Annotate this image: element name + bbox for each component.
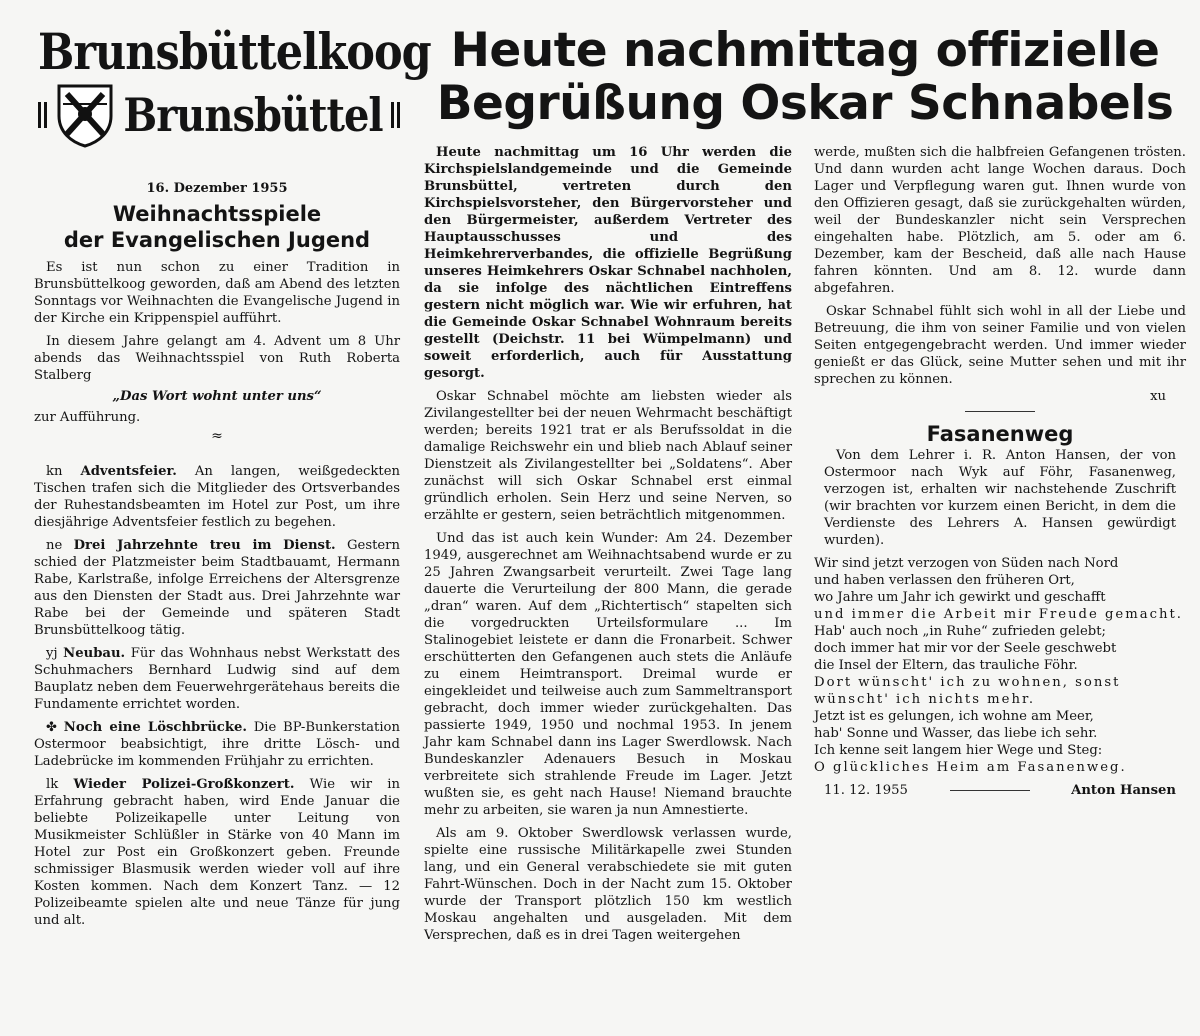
poem-line: die Insel der Eltern, das trauliche Föhr. (814, 658, 1078, 673)
paragraph: Oskar Schnabel fühlt sich wohl in all der Liebe und Betreuung, die ihm von seiner Familie und von vielen Seiten entgegengebracht werden. Und immer wieder genießt er das Glück, seine Mutter sehen und mit ihr sprechen zu können. (814, 304, 1186, 387)
poem-line: O glückliches Heim am Fasanenweg. (814, 760, 1127, 775)
item-title: Noch eine Löschbrücke. (63, 720, 247, 735)
issue-date: 16. Dezember 1955 (146, 181, 288, 196)
divider (965, 411, 1035, 412)
paragraph: Und das ist auch kein Wunder: Am 24. Dezember 1949, ausgerechnet am Weihnachtsabend wurde er zu 25 Jahren Zwangsarbeit verurteilt. Zwei Tage lang dauerte die Verurteilung der 800 Mann, die gerade „dran“ waren. Auf dem „Richtertisch“ stapelten sich die vorgedruckten Urteilsformulare ... Im Stalinogebiet leistete er dann die Fronarbeit. Schwer erschütterten den Gefangenen auch stets die Anläufe zu einem Heimtransport. Dreimal wurde er eingekleidet und teilweise auch zum Sammeltransport gebracht, doch immer wieder zurückgehalten. Das passierte 1949, 1950 und nochmal 1953. In jenem Jahr kam Schnabel dann ins Lager Swerdlowsk. Nach Bundeskanzler Adenauers Besuch in Moskau verbreitete sich strahlende Freude im Lager. Jetzt wußten sie, es geht nach Hause! Niemand brauchte mehr zu arbeiten, sie waren ja nun Amnestierte. (424, 531, 792, 818)
news-item-adventsfeier (34, 463, 400, 531)
news-item-neubau (34, 645, 400, 713)
decorative-stripes-left (38, 102, 47, 128)
main-headline (420, 24, 1190, 130)
title-line-2: der Evangelischen Jugend (63, 228, 371, 252)
paragraph: Als am 9. Oktober Swerdlowsk verlassen wurde, spielte eine russische Militärkapelle zwei Stunden lang, und ein General verabschiedete sie mit guten Fahrt-Wünschen. Doch in der Nacht zum 15. Oktober wurde der Transport plötzlich 150 km westlich Moskau angehalten und ausgeladen. Mit dem Versprechen, daß es in drei Tagen weitergehen (424, 826, 792, 943)
masthead (38, 24, 431, 148)
item-text: Gestern schied der Platzmeister beim Stadtbauamt, Hermann Rabe, Karlstraße, infolge Erreichens der Altersgrenze aus den Diensten der Stadt aus. Drei Jahrzehnte war Rabe bei der Gemeinde und späteren Stadt Brunsbüttelkoog tätig. (34, 538, 400, 638)
item-tag: yj (46, 646, 64, 661)
poem-line: Ich kenne seit langem hier Wege und Steg: (814, 743, 1103, 758)
headline-line-2: Begrüßung Oskar Schnabels (436, 76, 1174, 131)
item-title: Neubau. (63, 646, 126, 661)
paragraph: In diesem Jahre gelangt am 4. Advent um 8 Uhr abends das Weihnachtsspiel von Ruth Roberta Stalberg (34, 334, 400, 383)
item-text: Die BP-Bunkerstation Ostermoor beabsichtigt, ihre dritte Lösch- und Ladebrücke im kommenden Frühjahr zu errichten. (34, 720, 400, 769)
ornament: ≈ (211, 428, 223, 444)
article-title-weihnachtsspiele (34, 201, 400, 253)
letter-author: Anton Hansen (1071, 783, 1176, 798)
play-title: „Das Wort wohnt unter uns“ (112, 389, 322, 404)
fire-icon: ✤ (46, 720, 64, 735)
poem-line: und haben verlassen den früheren Ort, (814, 573, 1075, 588)
lead-paragraph: Heute nachmittag um 16 Uhr werden die Kirchspielslandgemeinde und die Gemeinde Brunsbüttel, vertreten durch den Kirchspielsvorsteher, den Bürgervorsteher und den Bürgermeister, außerdem Vertreter des Hauptausschusses und des Heimkehrerverbandes, die offizielle Begrüßung unseres Heimkehrers Oskar Schnabel nachholen, da sie infolge des nächtlichen Eintreffens gestern nicht möglich war. Wie wir erfuhren, hat die Gemeinde Oskar Schnabel Wohnraum bereits gestellt (Deichstr. 11 bei Wümpelmann) und soweit erforderlich, auch für Ausstattung gesorgt. (424, 145, 792, 381)
poem-line: doch immer hat mir vor der Seele geschwebt (814, 641, 1117, 656)
masthead-title: Brunsbüttelkoog (38, 24, 431, 82)
item-tag: lk (46, 777, 74, 792)
paragraph: Oskar Schnabel möchte am liebsten wieder als Zivilangestellter bei der neuen Wehrmacht beschäftigt werden; bereits 1921 trat er als Berufssoldat in die damalige Reichswehr ein und blieb nach Ablauf seiner Dienstzeit als Zivilangestellter bei „Soldatens“. Aber zunächst will sich Oskar Schnabel erst einmal gründlich erholen. Sein Herz und seine Nerven, so erzählte er gestern, seien beträchtlich mitgenommen. (424, 389, 792, 523)
masthead-subtitle: Brunsbüttel (123, 87, 383, 143)
item-tag: kn (46, 464, 81, 479)
item-title: Drei Jahrzehnte treu im Dienst. (73, 538, 336, 553)
headline-line-1: Heute nachmittag offizielle (450, 23, 1160, 78)
paragraph: werde, mußten sich die halbfreien Gefangenen trösten. Und dann wurden acht lange Wochen daraus. Doch Lager und Verpflegung waren gut. Ihnen wurde von den Offizieren gesagt, daß sie zurückgehalten würden, weil der Bundeskanzler nicht sein Versprechen eingehalten habe. Plötzlich, am 5. oder am 6. Dezember, kam der Bescheid, daß alle nach Hause fahren könnten. Und am 8. 12. wurde dann abgefahren. (814, 145, 1186, 296)
item-text: Wie wir in Erfahrung gebracht haben, wird Ende Januar die beliebte Polizeikapelle unter Leitung von Musikmeister Schlüßler in Stärke von 40 Mann im Hotel zur Post ein Großkonzert geben. Freunde schmissiger Blasmusik werden wieder voll auf ihre Kosten kommen. Nach dem Konzert Tanz. — 12 Polizeibeamte spielen alte und neue Tänze für jung und alt. (34, 777, 400, 928)
paragraph: Es ist nun schon zu einer Tradition in Brunsbüttelkoog geworden, daß am Abend des letzten Sonntags vor Weihnachten die Evangelische Jugend in der Kirche ein Krippenspiel aufführt. (34, 260, 400, 326)
poem-line: Wir sind jetzt verzogen von Süden nach Nord (814, 556, 1119, 571)
coat-of-arms-icon (55, 82, 115, 148)
news-item-polizei (34, 776, 400, 929)
decorative-stripes-right (391, 102, 400, 128)
poem-line: wo Jahre um Jahr ich gewirkt und geschafft (814, 590, 1106, 605)
signature-row (814, 782, 1186, 799)
poem-line: Jetzt ist es gelungen, ich wohne am Meer, (814, 709, 1094, 724)
item-tag: ne (46, 538, 74, 553)
article-title-fasanenweg: Fasanenweg (926, 422, 1074, 446)
author-initials: xu (1150, 389, 1166, 404)
column-right (814, 144, 1186, 799)
item-title: Wieder Polizei-Großkonzert. (73, 777, 295, 792)
poem-line: hab' Sonne und Wasser, das liebe ich sehr. (814, 726, 1098, 741)
column-left (34, 180, 400, 935)
news-item-loeschbruecke (34, 719, 400, 770)
signature-line (950, 790, 1030, 791)
title-line-1: Weihnachtsspiele (112, 202, 322, 226)
paragraph: zur Aufführung. (34, 410, 141, 425)
item-title: Adventsfeier. (80, 464, 177, 479)
news-item-dienst (34, 537, 400, 639)
item-text: An langen, weißgedeckten Tischen trafen sich die Mitglieder des Ortsverbandes der Ruhestandsbeamten im Hotel zur Post, um ihre diesjährige Adventsfeier festlich zu begehen. (34, 464, 400, 530)
poem-line: Hab' auch noch „in Ruhe“ zufrieden gelebt; (814, 624, 1106, 639)
poem-line: und immer die Arbeit mir Freude gemacht. (814, 607, 1183, 622)
poem (814, 555, 1186, 776)
item-text: Für das Wohnhaus nebst Werkstatt des Schuhmachers Bernhard Ludwig sind auf dem Bauplatz neben dem Feuerwehrgerätehaus bereits die Fundamente errichtet worden. (34, 646, 400, 712)
intro-paragraph: Von dem Lehrer i. R. Anton Hansen, der von Ostermoor nach Wyk auf Föhr, Fasanenweg, verzogen ist, erhalten wir nachstehende Zuschrift (wir brachten vor kurzem einen Bericht, in dem die Verdienste des Lehrers A. Hansen gewürdigt wurden). (824, 448, 1176, 548)
letter-date: 11. 12. 1955 (824, 783, 908, 798)
poem-line: Dort wünscht' ich zu wohnen, sonst wünscht' ich nichts mehr. (814, 675, 1121, 707)
masthead-row (38, 82, 400, 148)
column-middle (424, 144, 792, 950)
